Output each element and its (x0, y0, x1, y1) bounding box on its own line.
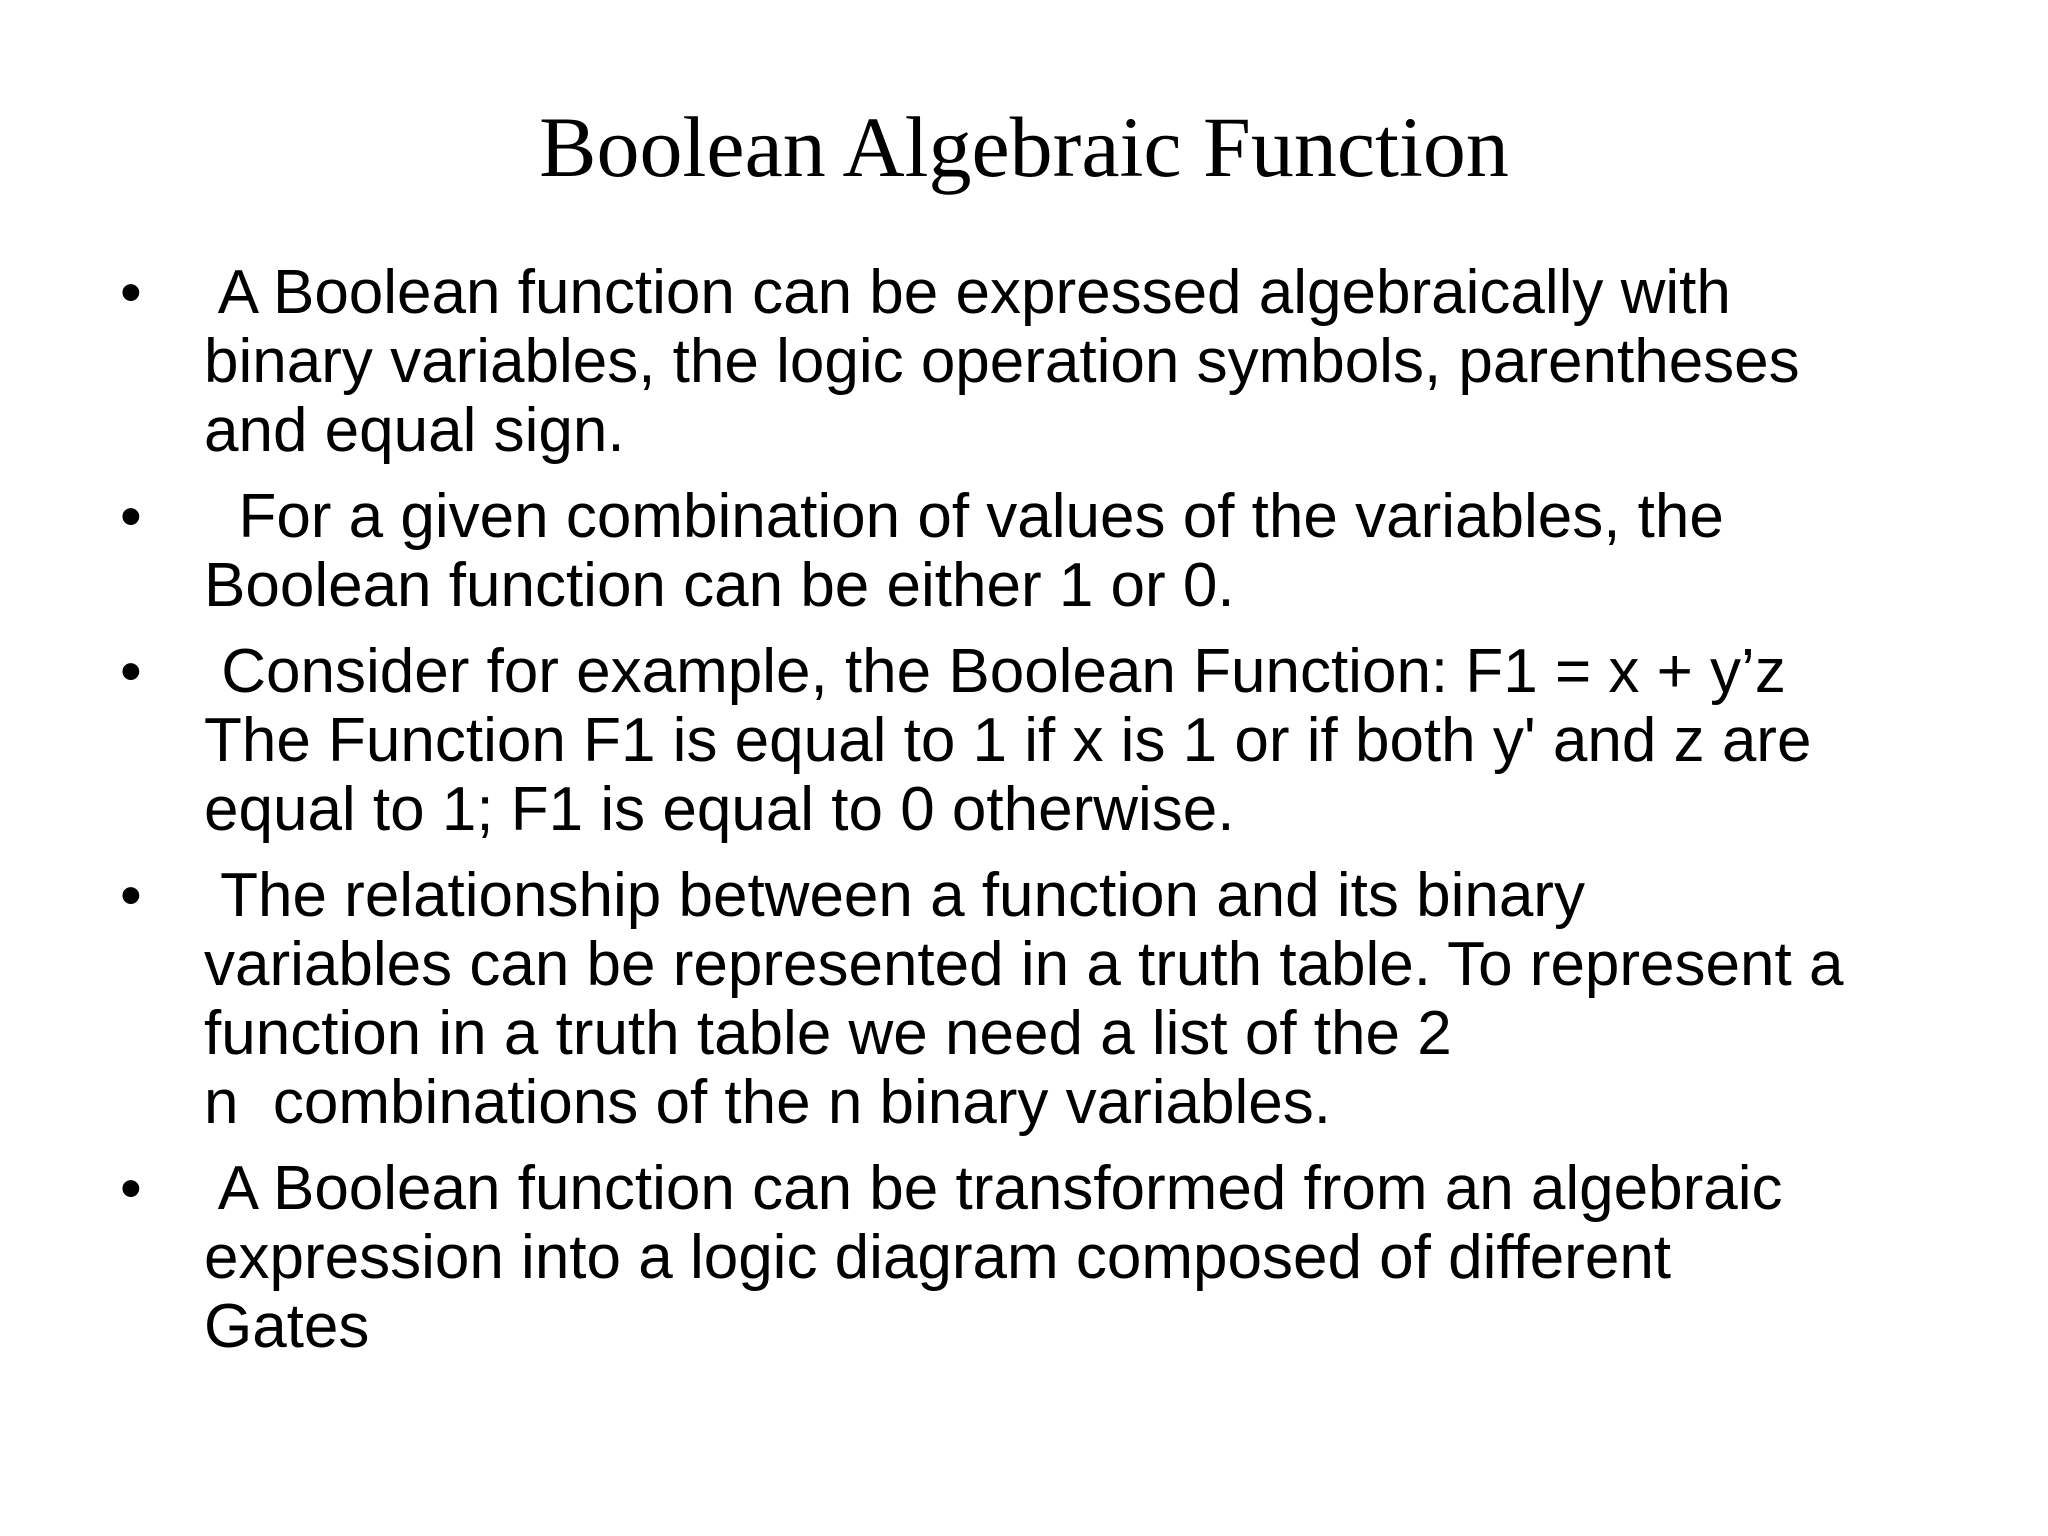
bullet-item (120, 482, 1970, 620)
bullet-item (120, 861, 1970, 1137)
bullet-line: variables can be represented in a truth table. To represent a (204, 930, 1844, 999)
bullet-dot-icon: • (120, 861, 142, 930)
bullet-line: Gates (204, 1292, 370, 1361)
bullet-line: For a given combination of values of the variables, the (204, 482, 1724, 551)
bullet-line: A Boolean function can be transformed from an algebraic (204, 1154, 1783, 1223)
slide-title: Boolean Algebraic Function (539, 99, 1509, 195)
bullet-dot-icon: • (120, 1154, 142, 1223)
bullet-line: function in a truth table we need a list of the 2 (204, 999, 1452, 1068)
bullet-item (120, 1154, 1970, 1361)
bullet-line: Boolean function can be either 1 or 0. (204, 551, 1235, 620)
bullet-item (120, 258, 1970, 465)
bullet-line: binary variables, the logic operation symbols, parentheses (204, 327, 1800, 396)
bullet-dot-icon: • (120, 258, 142, 327)
bullet-line: The Function F1 is equal to 1 if x is 1 or if both y' and z are (204, 706, 1812, 775)
bullet-line: expression into a logic diagram composed of different (204, 1223, 1672, 1292)
bullet-item (120, 637, 1970, 844)
bullet-line: A Boolean function can be expressed algebraically with (204, 258, 1731, 327)
bullet-dot-icon: • (120, 482, 142, 551)
bullet-line: equal to 1; F1 is equal to 0 otherwise. (204, 775, 1235, 844)
bullet-list (120, 258, 1970, 1378)
bullet-line: Consider for example, the Boolean Function: F1 = x + y’z (204, 637, 1786, 706)
bullet-line: and equal sign. (204, 396, 625, 465)
bullet-line: n combinations of the n binary variables. (204, 1068, 1331, 1137)
bullet-line: The relationship between a function and its binary (204, 861, 1585, 930)
bullet-dot-icon: • (120, 637, 142, 706)
